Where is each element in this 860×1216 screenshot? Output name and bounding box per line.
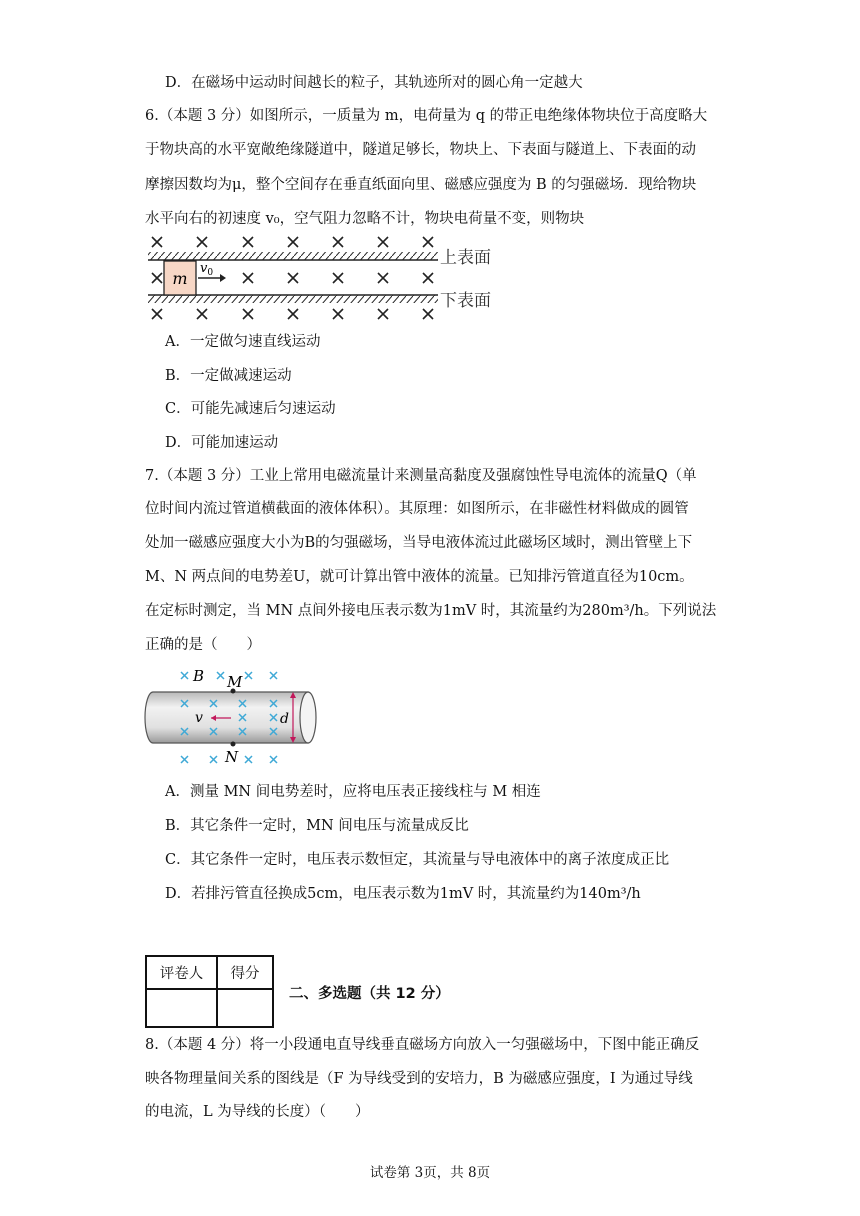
q7-line-4: M、N 两点间的电势差U，就可计算出管中液体的流量。已知排污管道直径为10cm。: [145, 569, 694, 585]
block-label: m: [172, 269, 188, 288]
q6-option-a: A．一定做匀速直线运动: [165, 334, 321, 350]
pipe-end: [300, 692, 316, 743]
point-n: [231, 742, 236, 747]
field-cross-row-1: [152, 237, 433, 247]
m-label: M: [227, 673, 243, 691]
q7-line-1: 7.（本题 3 分）工业上常用电磁流量计来测量高黏度及强腐蚀性导电流体的流量Q（单: [145, 468, 697, 484]
q6-option-c: C．可能先减速后匀速运动: [165, 401, 336, 417]
q6-line-2: 于物块高的水平宽敞绝缘隧道中，隧道足够长，物块上、下表面与隧道上、下表面的动: [145, 142, 696, 158]
b-label: B: [193, 667, 205, 685]
q7-option-d: D．若排污管直径换成5cm，电压表示数为1mV 时，其流量约为140m³/h: [165, 886, 641, 902]
q7-line-3: 处加一磁感应强度大小为B的匀强磁场，当导电液体流过此磁场区域时，测出管壁上下: [145, 535, 693, 551]
upper-surface-label: 上表面: [440, 248, 491, 268]
q6-line-3: 摩擦因数均为μ，整个空间存在垂直纸面向里、磁感应强度为 B 的匀强磁场．现给物块: [145, 177, 697, 193]
q7-option-a: A．测量 MN 间电势差时，应将电压表正接线柱与 M 相连: [165, 784, 541, 800]
q7-option-b: B．其它条件一定时，MN 间电压与流量成反比: [165, 818, 469, 834]
q6-line-1: 6.（本题 3 分）如图所示，一质量为 m，电荷量为 q 的带正电绝缘体物块位于高度略大: [145, 108, 708, 124]
v-label: v: [195, 710, 203, 726]
d-label: d: [280, 711, 289, 727]
q8-line-1: 8.（本题 4 分）将一小段通电直导线垂直磁场方向放入一匀强磁场中，下图中能正确反: [145, 1037, 700, 1053]
section-title: 二、多选题（共 12 分）: [289, 986, 450, 1002]
score-table: [145, 955, 274, 1028]
q6-option-b: B．一定做减速运动: [165, 368, 292, 384]
q8-line-3: 的电流，L 为导线的长度）（ ）: [145, 1104, 370, 1120]
q7-line-6: 正确的是（ ）: [145, 637, 261, 653]
score-header: 得分: [217, 956, 273, 989]
q8-line-2: 映各物理量间关系的图线是（F 为导线受到的安培力，B 为磁感应强度，I 为通过导线: [145, 1071, 693, 1087]
page-footer: 试卷第 3页，共 8页: [369, 1165, 491, 1181]
q7-pipe-figure: [143, 664, 328, 772]
lower-surface-label: 下表面: [440, 291, 491, 311]
q7-line-5: 在定标时测定，当 MN 点间外接电压表示数为1mV 时，其流量约为280m³/h。下列说法: [145, 603, 717, 619]
q6-line-4: 水平向右的初速度 v₀，空气阻力忽略不计，物块电荷量不变，则物块: [145, 211, 585, 227]
n-label: N: [225, 748, 239, 766]
score-cell[interactable]: [217, 989, 273, 1027]
q5-option-d: D．在磁场中运动时间越长的粒子，其轨迹所对的圆心角一定越大: [165, 75, 583, 91]
q6-tunnel-figure: [140, 232, 510, 327]
field-cross-row-3: [152, 309, 433, 319]
grader-cell[interactable]: [146, 989, 217, 1027]
velocity-label: $v_0$: [200, 261, 214, 278]
q7-option-c: C．其它条件一定时，电压表示数恒定，其流量与导电液体中的离子浓度成正比: [165, 852, 670, 868]
grader-header: 评卷人: [146, 956, 217, 989]
q7-line-2: 位时间内流过管道横截面的液体体积）。其原理：如图所示，在非磁性材料做成的圆管: [145, 501, 689, 517]
q6-option-d: D．可能加速运动: [165, 435, 279, 451]
